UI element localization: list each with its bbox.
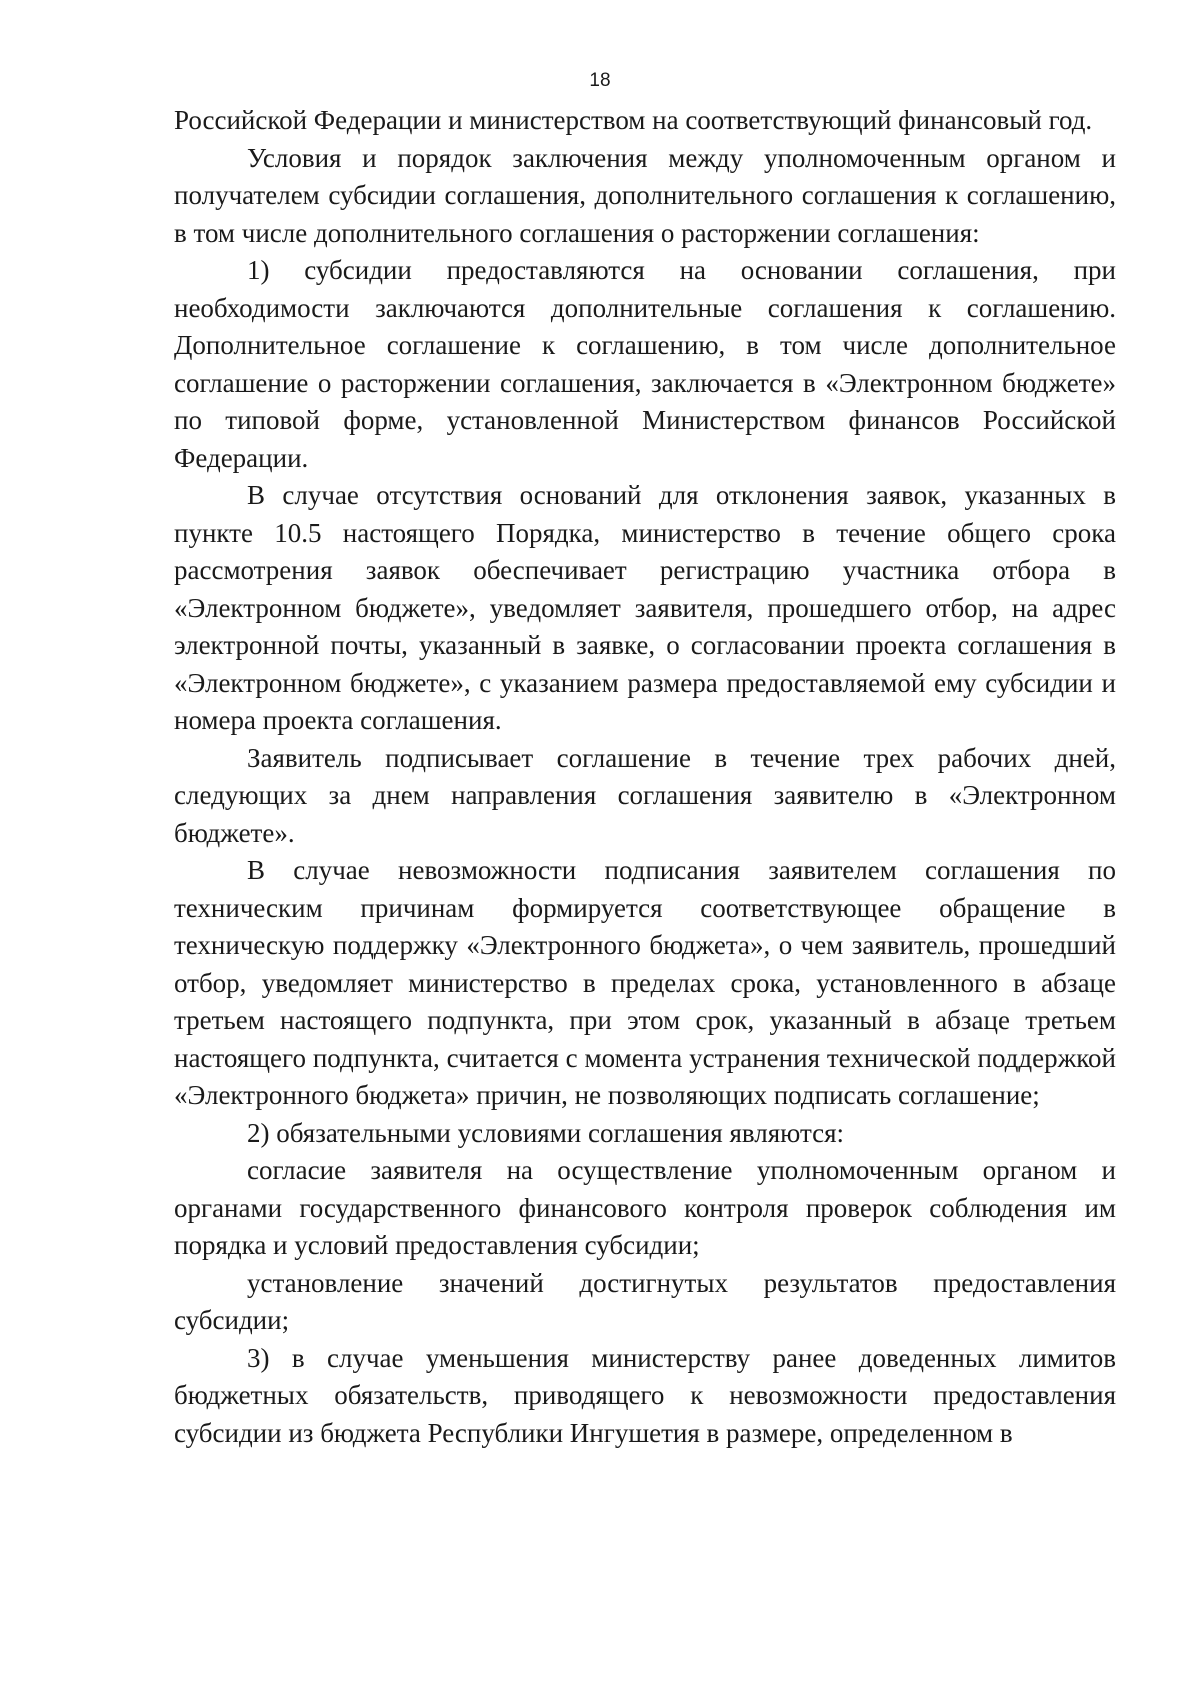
paragraph-item-2: 2) обязательными условиями соглашения являются: — [247, 1117, 845, 1148]
paragraph-no-rejection-grounds: В случае отсутствия оснований для отклонения заявок, указанных в пункте 10.5 настоящего Порядка, министерство в течение общего срока рассмотрения заявок обеспечивает регистрацию участника отбора в «Электронном бюджете», уведомляет заявителя, прошедшего отбор, на адрес электронной почты, указанный в заявке, о согласовании проекта соглашения в «Электронном бюджете», с указанием размера предоставляемой ему субсидии и номера проекта соглашения. — [174, 480, 1116, 735]
paragraph-technical-issues: В случае невозможности подписания заявителем соглашения по техническим причинам формируется соответствующее обращение в техническую поддержку «Электронного бюджета», о чем заявитель, прошедший отбор, уведомляет министерство в пределах срока, установленного в абзаце третьем настоящего подпункта, при этом срок, указанный в абзаце третьем настоящего подпункта, считается с момента устранения технической поддержкой «Электронного бюджета» причин, не позволяющих подписать соглашение; — [174, 855, 1116, 1110]
document-body — [174, 102, 1116, 1452]
paragraph-item-3: 3) в случае уменьшения министерству ранее доведенных лимитов бюджетных обязательств, приводящего к невозможности предоставления субсидии из бюджета Республики Ингушетия в размере, определенном в — [174, 1342, 1116, 1448]
paragraph-results-values: установление значений достигнутых результатов предоставления субсидии; — [174, 1267, 1116, 1335]
paragraph-applicant-signs: Заявитель подписывает соглашение в течение трех рабочих дней, следующих за днем направления соглашения заявителю в «Электронном бюджете». — [174, 742, 1116, 848]
paragraph-consent: согласие заявителя на осуществление уполномоченным органом и органами государственного финансового контроля проверок соблюдения им порядка и условий предоставления субсидии; — [174, 1155, 1116, 1260]
paragraph-continuation: Российской Федерации и министерством на соответствующий финансовый год. — [174, 105, 1093, 135]
paragraph-item-1: 1) субсидии предоставляются на основании соглашения, при необходимости заключаются дополнительные соглашения к соглашению. Дополнительное соглашение к соглашению, в том числе дополнительное соглашение о расторжении соглашения, заключается в «Электронном бюджете» по типовой форме, установленной Министерством финансов Российской Федерации. — [174, 255, 1116, 473]
page-number: 18 — [589, 70, 611, 91]
paragraph-agreement-conditions: Условия и порядок заключения между уполномоченным органом и получателем субсидии соглашения, дополнительного соглашения к соглашению, в том числе дополнительного соглашения о расторжении соглашения: — [174, 142, 1116, 248]
